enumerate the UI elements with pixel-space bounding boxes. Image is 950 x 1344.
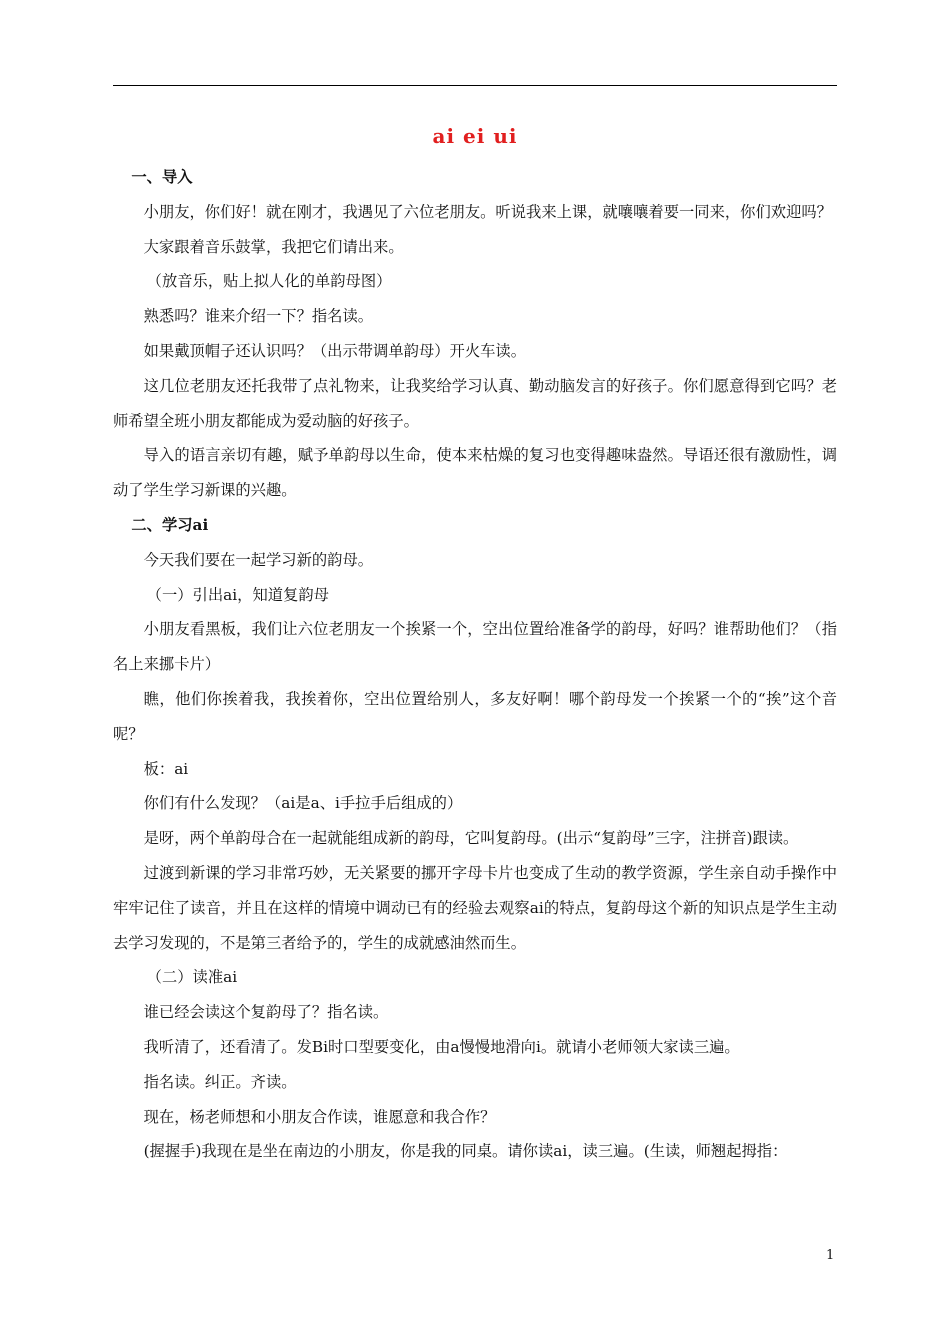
section-heading-intro: 一、导入 [131, 168, 193, 186]
paragraph: (握握手)我现在是坐在南边的小朋友，你是我的同桌。请你读ai，读三遍。(生读，师翘起拇指： [143, 1142, 788, 1161]
document-title: ai ei ui [432, 124, 518, 148]
paragraph: 你们有什么发现？（ai是a、i手拉手后组成的） [143, 794, 463, 813]
page-number: 1 [826, 1248, 835, 1263]
paragraph: 导入的语言亲切有趣，赋予单韵母以生命，使本来枯燥的复习也变得趣味盎然。导语还很有激励性，调动了学生学习新课的兴趣。 [113, 446, 837, 500]
paragraph: 今天我们要在一起学习新的韵母。 [143, 550, 374, 569]
paragraph: 指名读。纠正。齐读。 [143, 1072, 297, 1091]
paragraph: （放音乐，贴上拟人化的单韵母图） [146, 272, 392, 291]
header-rule [113, 85, 837, 86]
paragraph: 谁已经会读这个复韵母了？指名读。 [143, 1003, 389, 1022]
subsection-heading: （二）读准ai [146, 968, 238, 987]
paragraph: 过渡到新课的学习非常巧妙，无关紧要的挪开字母卡片也变成了生动的教学资源，学生亲自动手操作中牢牢记住了读音，并且在这样的情境中调动已有的经验去观察ai的特点，复韵母这个新的知识点是学生主动去学习发现的，不是第三者给予的，学生的成就感油然而生。 [113, 863, 837, 952]
paragraph: 如果戴顶帽子还认识吗？（出示带调单韵母）开火车读。 [143, 341, 527, 360]
subsection-heading: （一）引出ai，知道复韵母 [146, 585, 329, 604]
paragraph: 现在，杨老师想和小朋友合作读，谁愿意和我合作？ [143, 1107, 496, 1126]
paragraph: 我听清了，还看清了。发Bi时口型要变化，由a慢慢地滑向i。就请小老师领大家读三遍。 [143, 1037, 740, 1056]
paragraph: 大家跟着音乐鼓掌，我把它们请出来。 [143, 237, 404, 256]
section-heading-learn-ai: 二、学习ai [131, 515, 209, 534]
paragraph: 这几位老朋友还托我带了点礼物来，让我奖给学习认真、勤动脑发言的好孩子。你们愿意得到它吗？老师希望全班小朋友都能成为爱动脑的好孩子。 [113, 376, 837, 430]
paragraph: 板：ai [143, 759, 189, 778]
paragraph: 小朋友，你们好！就在刚才，我遇见了六位老朋友。听说我来上课，就嚷嚷着要一同来，你们欢迎吗？ [143, 202, 832, 221]
document-body [113, 160, 837, 1169]
paragraph: 小朋友看黑板，我们让六位老朋友一个挨紧一个，空出位置给准备学的韵母，好吗？谁帮助他们？（指名上来挪卡片） [113, 620, 837, 674]
paragraph: 是呀，两个单韵母合在一起就能组成新的韵母，它叫复韵母。(出示“复韵母”三字，注拼音)跟读。 [143, 829, 799, 848]
paragraph: 熟悉吗？谁来介绍一下？指名读。 [143, 307, 374, 326]
paragraph: 瞧，他们你挨着我，我挨着你，空出位置给别人，多友好啊！哪个韵母发一个挨紧一个的“挨”这个音呢？ [113, 689, 837, 743]
